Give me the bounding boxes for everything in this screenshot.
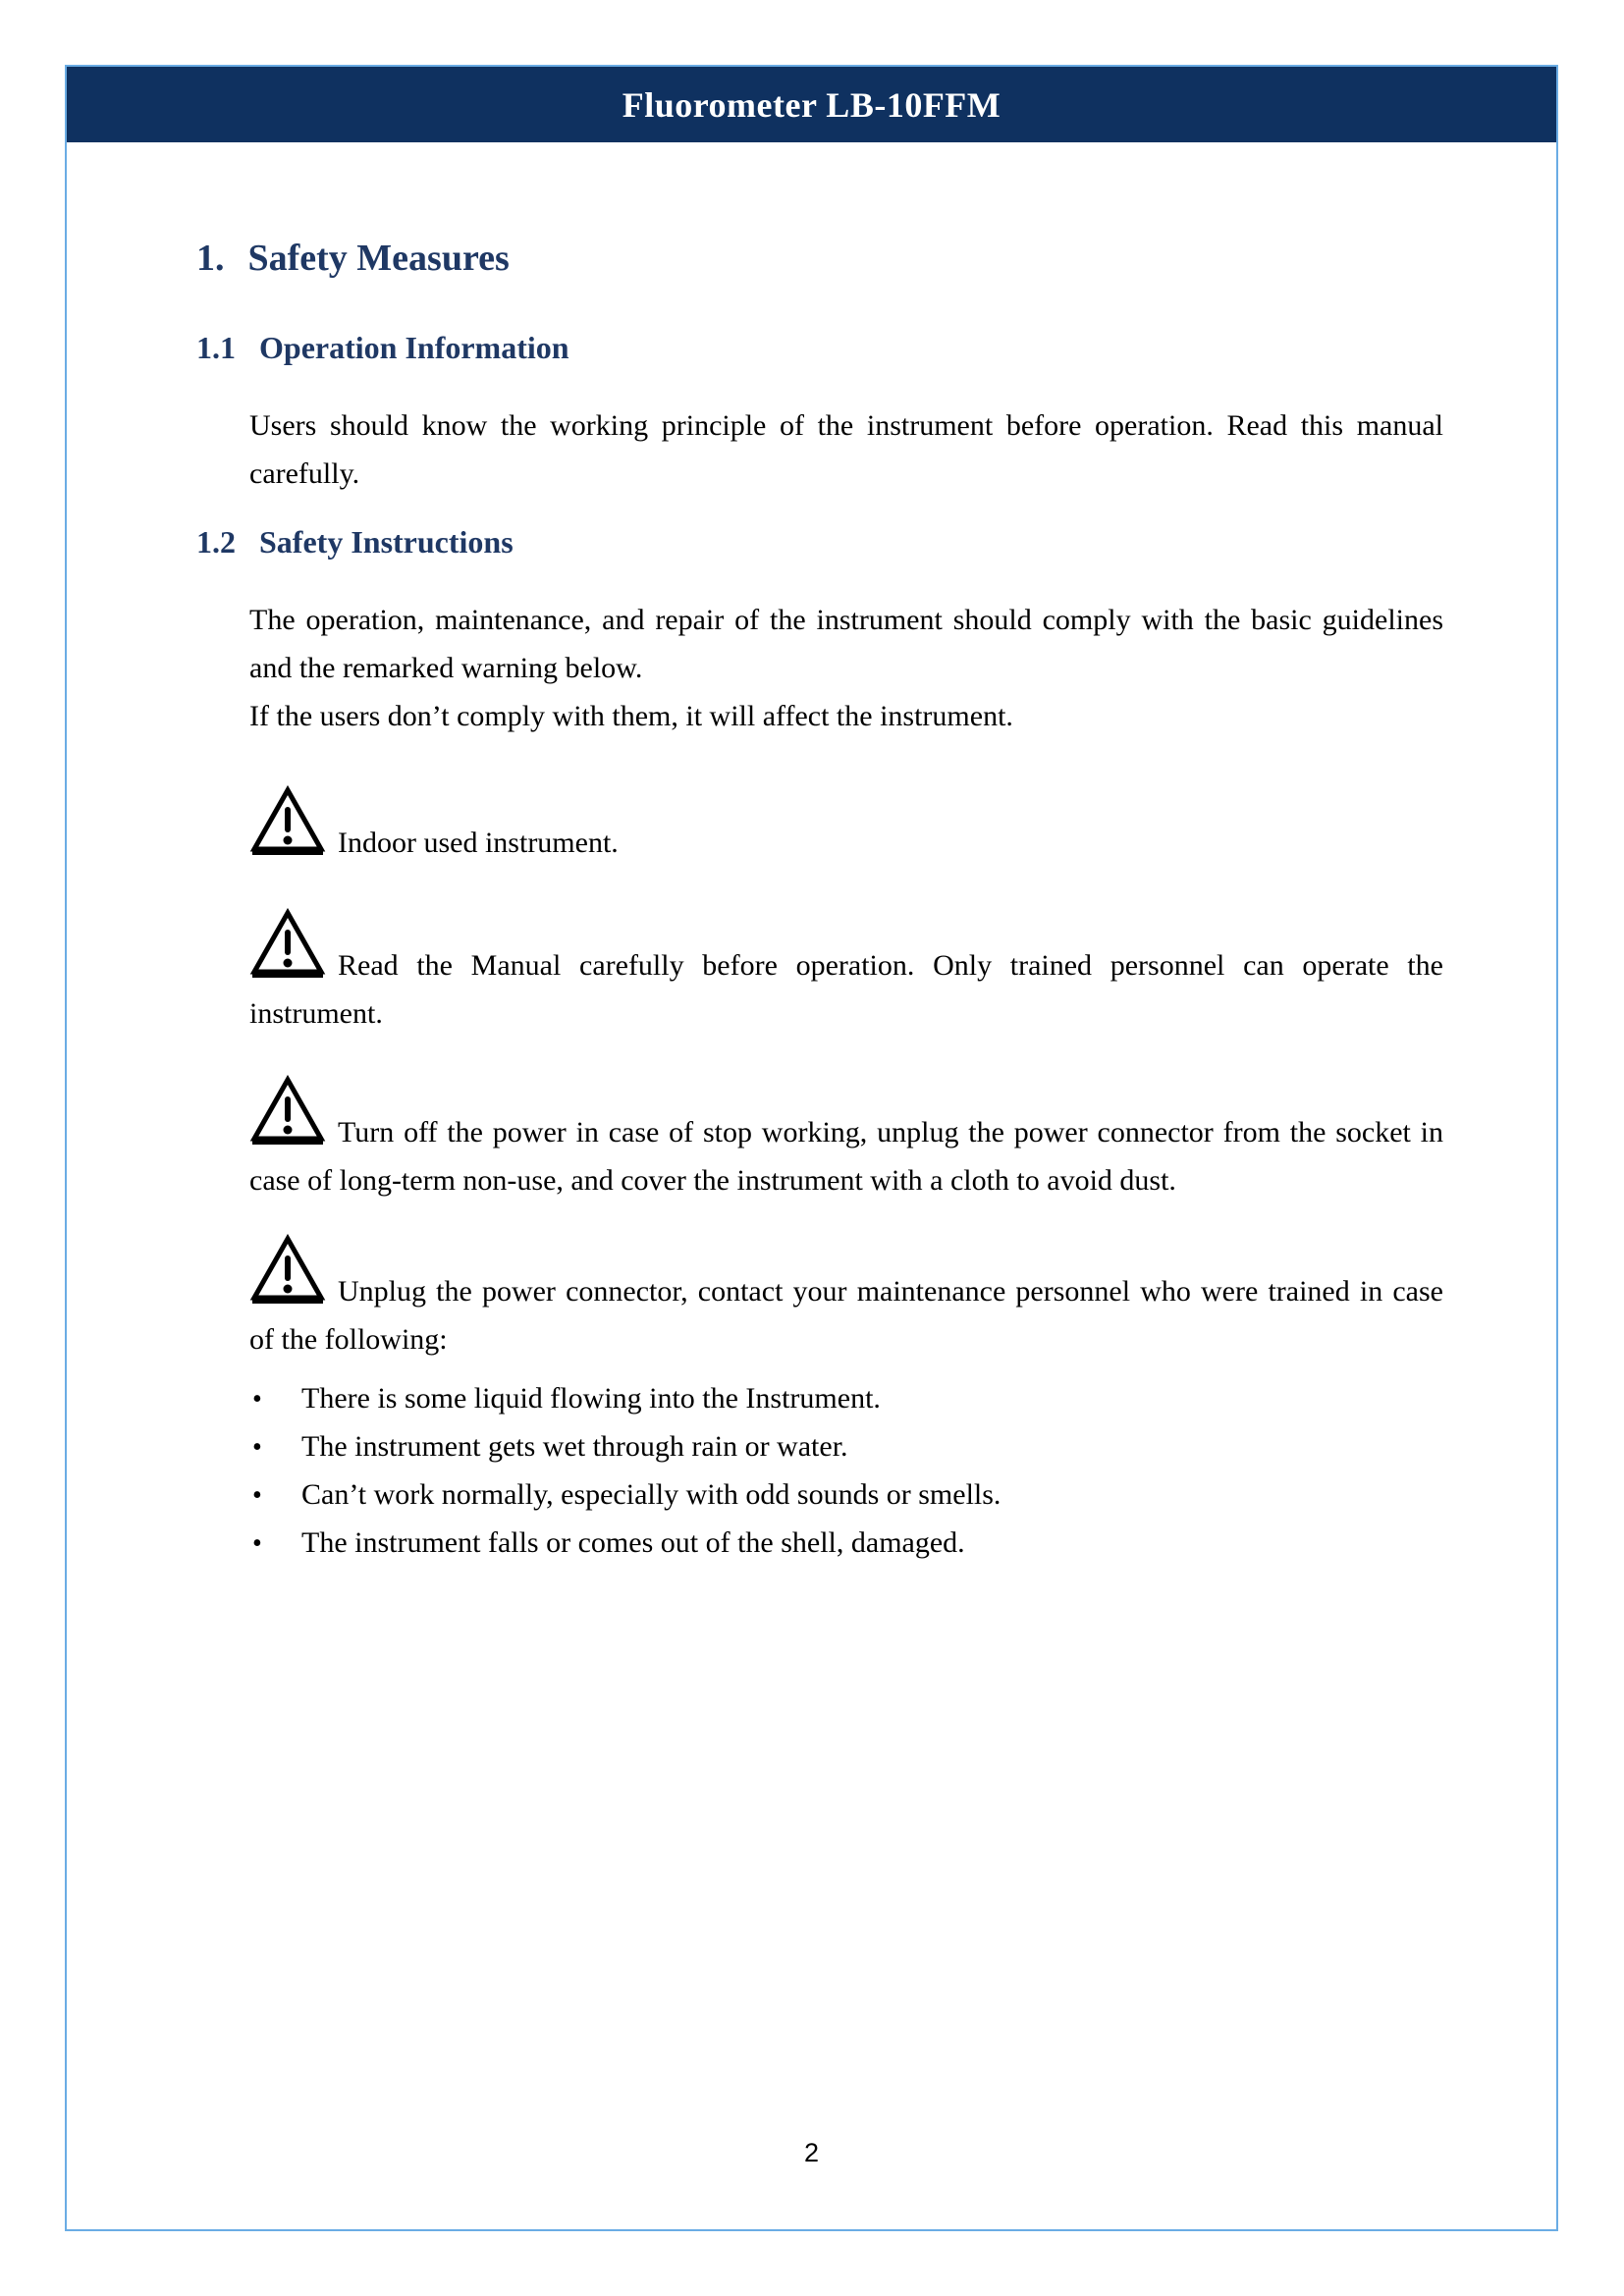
paragraph-safety-instructions — [249, 596, 1443, 740]
paragraph-line: The operation, maintenance, and repair of the instrument should comply with the basic guidelines and the remarked warning below. — [249, 604, 1443, 684]
list-item — [249, 1520, 1443, 1568]
warning-block-3 — [249, 1075, 1443, 1204]
subsection-number: 1.2 — [196, 524, 236, 560]
warning-triangle-icon — [249, 1075, 326, 1148]
document-title: Fluorometer LB-10FFM — [622, 84, 1001, 125]
warning-triangle-icon — [249, 785, 326, 858]
page-border-frame — [65, 65, 1558, 2231]
section-number: 1. — [196, 238, 225, 279]
subsection-heading-1-2 — [196, 521, 1443, 562]
page-number: 2 — [803, 2138, 820, 2167]
bullet-glyph: • — [252, 1480, 262, 1511]
list-item-text: The instrument gets wet through rain or water. — [301, 1430, 848, 1463]
list-item-text: Can’t work normally, especially with odd sounds or smells. — [301, 1478, 1001, 1511]
warning-block-1 — [249, 785, 1443, 867]
list-item — [249, 1423, 1443, 1471]
list-item — [249, 1471, 1443, 1520]
bullet-glyph: • — [252, 1384, 262, 1415]
section-heading-1 — [196, 235, 1443, 282]
list-item-text: There is some liquid flowing into the Instrument. — [301, 1382, 881, 1415]
warning-bullet-list — [249, 1375, 1443, 1568]
list-item-text: The instrument falls or comes out of the shell, damaged. — [301, 1526, 965, 1559]
warning-block-2 — [249, 908, 1443, 1038]
subsection-number: 1.1 — [196, 330, 236, 365]
subsection-title: Operation Information — [259, 330, 569, 365]
section-title: Safety Measures — [247, 238, 510, 279]
warning-text: Read the Manual carefully before operation. Only trained personnel can operate the instrument. — [249, 949, 1443, 1030]
page-content — [67, 235, 1556, 1568]
paragraph-line: If the users don’t comply with them, it will affect the instrument. — [249, 700, 1013, 732]
list-item — [249, 1375, 1443, 1423]
paragraph-operation-info: Users should know the working principle of the instrument before operation. Read this manual carefully. — [249, 409, 1443, 490]
document-header-bar — [67, 67, 1556, 142]
warning-text: Turn off the power in case of stop working, unplug the power connector from the socket in case of long-term non-use, and cover the instrument with a cloth to avoid dust. — [249, 1116, 1443, 1197]
bullet-glyph: • — [252, 1432, 262, 1463]
warning-block-4 — [249, 1234, 1443, 1363]
warning-text: Indoor used instrument. — [338, 827, 619, 859]
subsection-title: Safety Instructions — [259, 524, 514, 560]
subsection-heading-1-1 — [196, 327, 1443, 368]
bullet-glyph: • — [252, 1528, 262, 1559]
warning-triangle-icon — [249, 908, 326, 981]
warning-triangle-icon — [249, 1234, 326, 1307]
warning-text: Unplug the power connector, contact your maintenance personnel who were trained in case of the following: — [249, 1275, 1443, 1356]
